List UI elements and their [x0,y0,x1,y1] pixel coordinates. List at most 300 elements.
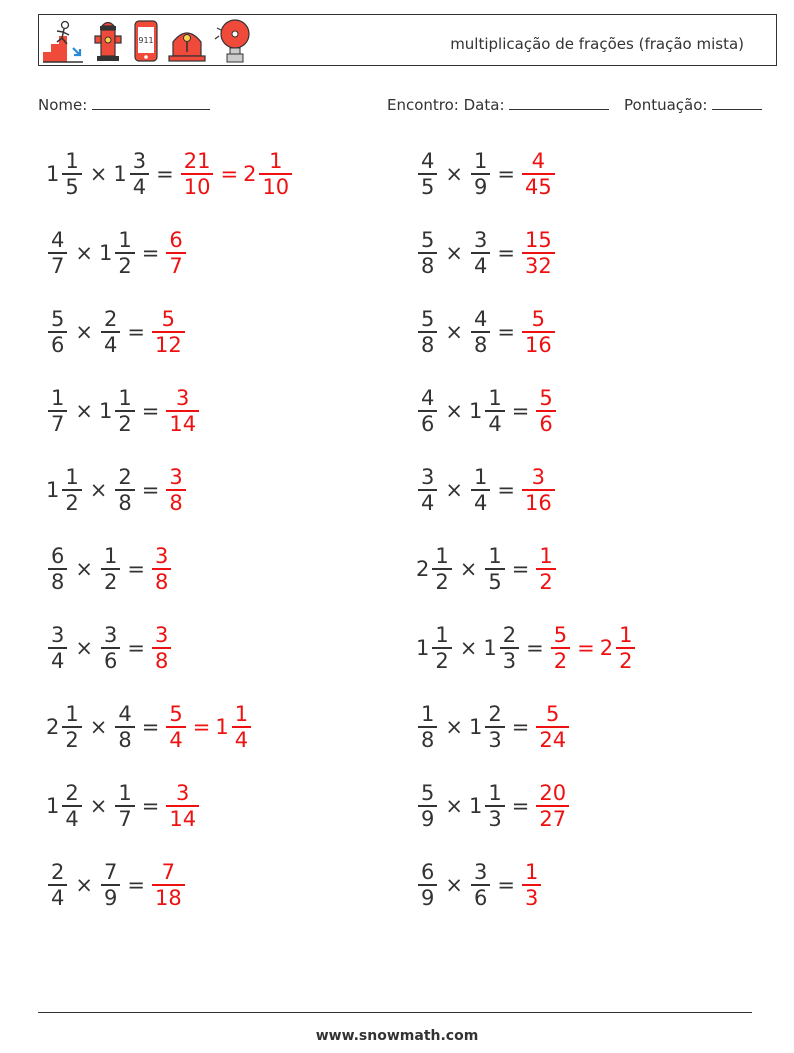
fraction [471,860,490,910]
equals-sign: = [511,557,530,581]
mixed-number [46,386,69,436]
mixed-number [469,860,492,910]
times-sign: × [89,162,108,186]
mixed-number [99,544,122,594]
numerator: 2 [51,860,65,885]
denominator: 5 [488,569,502,594]
fraction [101,307,120,357]
numerator: 1 [524,860,539,885]
times-sign: × [89,715,108,739]
whole-part: 2 [243,162,257,186]
mixed-number [46,623,69,673]
numerator: 5 [169,702,183,727]
answer [164,465,187,515]
times-sign: × [89,794,108,818]
fraction [418,386,437,436]
mixed-number [150,623,173,673]
mixed-number [164,702,187,752]
problem-row [46,618,173,678]
fraction [101,623,120,673]
times-sign: × [459,557,478,581]
numerator: 1 [539,544,553,569]
denominator: 18 [154,885,182,910]
meeting-date-label: Encontro: Data: [387,96,505,114]
mixed-number [46,465,84,515]
date-blank[interactable] [509,95,609,110]
problem-row [46,460,188,520]
denominator: 5 [421,174,435,199]
denominator: 2 [539,569,553,594]
fraction [48,228,67,278]
numerator: 1 [488,544,502,569]
fraction [522,860,541,910]
mixed-number [520,149,557,199]
fraction [471,228,490,278]
fraction [166,781,199,831]
numerator: 4 [51,228,65,253]
numerator: 3 [51,623,65,648]
mixed-number [469,228,492,278]
fraction [62,781,81,831]
whole-part: 2 [599,636,614,660]
numerator: 3 [154,623,169,648]
fraction [536,781,569,831]
whole-part: 1 [46,794,60,818]
denominator: 9 [421,806,435,831]
fraction [485,702,504,752]
equals-sign: = [141,399,160,423]
footer-divider [38,1012,752,1013]
score-blank[interactable] [712,95,762,110]
numerator: 7 [103,860,118,885]
denominator: 2 [435,569,449,594]
denominator: 2 [553,648,568,673]
times-sign: × [89,478,108,502]
answer [164,228,187,278]
whole-part: 1 [416,636,430,660]
mixed-number [113,465,136,515]
mixed-number [534,702,571,752]
numerator: 5 [421,307,435,332]
denominator: 8 [169,490,183,515]
numerator: 5 [51,307,65,332]
fraction [115,386,134,436]
equals-sign: = [127,320,145,344]
whole-part: 1 [113,162,127,186]
fraction [62,702,81,752]
fraction [522,307,555,357]
equals-sign: = [577,636,595,660]
fraction [166,465,185,515]
numerator: 5 [161,307,176,332]
mixed-number [99,623,122,673]
fraction [522,149,555,199]
numerator: 20 [539,781,567,806]
denominator: 2 [118,411,132,436]
mixed-number [99,228,137,278]
fraction [62,149,81,199]
denominator: 10 [262,174,290,199]
fraction [166,228,185,278]
times-sign: × [75,557,93,581]
fraction [48,386,67,436]
fire-hydrant-icon [91,18,125,64]
denominator: 8 [154,648,169,673]
denominator: 8 [118,727,132,752]
numerator: 3 [473,228,488,253]
denominator: 4 [65,806,79,831]
denominator: 27 [539,806,567,831]
mixed-number [416,781,439,831]
denominator: 4 [473,490,488,515]
numerator: 2 [488,702,502,727]
mixed-number [150,307,187,357]
denominator: 14 [169,806,197,831]
numerator: 1 [65,702,79,727]
whole-part: 2 [416,557,430,581]
problem-row [46,302,187,362]
alarm-light-icon [167,18,207,64]
numerator: 1 [619,623,633,648]
numerator: 5 [421,781,435,806]
problem-row [416,302,557,362]
fraction [536,702,569,752]
numerator: 1 [269,149,283,174]
numerator: 4 [531,149,546,174]
equals-sign: = [511,399,530,423]
fraction [130,149,149,199]
denominator: 4 [132,174,147,199]
equals-sign: = [127,636,145,660]
whole-part: 2 [46,715,60,739]
worksheet-header [38,14,777,66]
denominator: 4 [103,332,118,357]
equals-sign: = [497,320,515,344]
numerator: 5 [546,702,560,727]
mixed-number [416,702,439,752]
equals-sign: = [497,873,515,897]
equals-sign: = [511,794,530,818]
answer [520,228,557,278]
answer [150,544,173,594]
denominator: 8 [473,332,488,357]
mixed-number [46,149,84,199]
mixed-number [534,544,557,594]
denominator: 9 [421,885,435,910]
denominator: 10 [183,174,211,199]
fraction [166,702,185,752]
numerator: 1 [65,149,79,174]
numerator: 3 [176,781,190,806]
name-blank[interactable] [92,95,210,110]
whole-part: 1 [46,162,60,186]
denominator: 8 [118,490,132,515]
answer [164,386,201,436]
problem-row [46,855,187,915]
numerator: 1 [473,465,488,490]
numerator: 1 [118,386,132,411]
times-sign: × [445,794,463,818]
equals-sign: = [127,557,145,581]
mixed-number [99,860,122,910]
problem-row [416,223,557,283]
numerator: 1 [435,544,449,569]
denominator: 8 [421,253,435,278]
answer [549,623,638,673]
denominator: 6 [421,411,435,436]
denominator: 8 [421,332,435,357]
denominator: 6 [103,648,118,673]
denominator: 24 [539,727,567,752]
denominator: 9 [473,174,488,199]
equals-sign: = [511,715,530,739]
denominator: 7 [51,411,65,436]
fraction [471,307,490,357]
numerator: 3 [169,465,183,490]
mixed-number [520,860,543,910]
mixed-number [164,228,187,278]
mixed-number [46,702,84,752]
equals-sign: = [192,715,211,739]
times-sign: × [445,241,463,265]
denominator: 32 [524,253,552,278]
times-sign: × [75,241,93,265]
times-sign: × [445,478,463,502]
mixed-number [46,860,69,910]
numerator: 5 [539,386,553,411]
denominator: 2 [118,253,132,278]
mixed-number [179,149,216,199]
fraction [48,623,67,673]
numerator: 4 [118,702,132,727]
problem-row [416,539,558,599]
problem-row [46,776,201,836]
whole-part: 1 [46,478,60,502]
denominator: 7 [169,253,183,278]
mixed-number [469,307,492,357]
mixed-number [46,307,69,357]
denominator: 3 [488,727,502,752]
whole-part: 1 [98,241,113,265]
mixed-number [483,544,506,594]
times-sign: × [75,399,93,423]
fraction [485,386,504,436]
numerator: 21 [183,149,211,174]
svg-text:911: 911 [138,36,154,45]
numerator: 2 [65,781,79,806]
numerator: 5 [531,307,546,332]
numerator: 5 [421,228,435,253]
fraction [115,228,134,278]
fraction [232,702,251,752]
numerator: 1 [421,702,435,727]
times-sign: × [445,715,463,739]
mixed-number [469,781,507,831]
answer [520,149,557,199]
denominator: 45 [524,174,552,199]
denominator: 8 [51,569,65,594]
fraction [418,307,437,357]
fraction [48,544,67,594]
mixed-number [150,544,173,594]
fraction [48,307,67,357]
whole-part: 1 [468,399,483,423]
mixed-number [113,781,136,831]
numerator: 1 [234,702,249,727]
mixed-number [520,465,557,515]
fraction [418,149,437,199]
denominator: 4 [51,885,65,910]
denominator: 7 [118,806,132,831]
fraction [522,228,555,278]
problem-row [416,697,571,757]
problem-row [416,618,637,678]
mixed-number [520,228,557,278]
denominator: 4 [488,411,502,436]
fraction [418,702,437,752]
times-sign: × [75,320,93,344]
fraction [551,623,570,673]
equals-sign: = [141,794,160,818]
denominator: 14 [169,411,197,436]
numerator: 3 [531,465,546,490]
fraction [62,465,81,515]
equals-sign: = [497,241,515,265]
mixed-number [99,386,137,436]
denominator: 6 [473,885,488,910]
denominator: 8 [154,569,169,594]
numerator: 2 [502,623,517,648]
fraction [471,149,490,199]
numerator: 3 [103,623,118,648]
fraction [500,623,519,673]
denominator: 4 [51,648,65,673]
mixed-number [534,781,571,831]
answer [520,307,557,357]
mixed-number [416,307,439,357]
numerator: 6 [169,228,183,253]
mixed-number [469,465,492,515]
mixed-number [164,781,201,831]
numerator: 4 [421,386,435,411]
problem-row [46,223,188,283]
mixed-number [483,623,521,673]
answer [150,623,173,673]
mixed-number [549,623,572,673]
times-sign: × [75,636,93,660]
fraction [485,544,504,594]
numerator: 4 [421,149,435,174]
numerator: 1 [103,544,118,569]
problem-row [416,855,543,915]
fraction [181,149,214,199]
answer [534,544,557,594]
mixed-number [416,544,454,594]
mixed-number [520,307,557,357]
footer-url: www.snowmath.com [315,1028,479,1044]
fraction [418,228,437,278]
fraction [485,781,504,831]
numerator: 5 [553,623,568,648]
mixed-number [469,702,507,752]
mixed-number [469,386,507,436]
whole-part: 1 [468,794,483,818]
fraction [432,623,451,673]
problem-row [416,144,557,204]
mixed-number [469,149,492,199]
mixed-number [416,860,439,910]
fraction [152,623,171,673]
fraction [616,623,635,673]
denominator: 2 [103,569,118,594]
problem-row [46,539,173,599]
answer [534,386,557,436]
problem-row [416,776,571,836]
times-sign: × [75,873,93,897]
answer [164,702,253,752]
whole-part: 1 [468,715,483,739]
denominator: 2 [65,490,79,515]
answer [520,465,557,515]
problem-row [416,460,557,520]
numerator: 7 [161,860,176,885]
equals-sign: = [220,162,239,186]
denominator: 2 [435,648,449,673]
mixed-number [215,702,253,752]
fire-bell-icon [213,18,253,64]
numerator: 3 [176,386,190,411]
equals-sign: = [497,478,515,502]
mixed-number [416,228,439,278]
fraction [48,860,67,910]
numerator: 3 [154,544,169,569]
times-sign: × [445,162,463,186]
numerator: 3 [132,149,147,174]
score-label: Pontuação: [624,96,708,114]
mixed-number [164,386,201,436]
equals-sign: = [127,873,145,897]
mixed-number [416,149,439,199]
equals-sign: = [141,241,160,265]
denominator: 4 [234,727,249,752]
denominator: 2 [65,727,79,752]
denominator: 4 [421,490,435,515]
mixed-number [164,465,187,515]
phone-911-icon [131,18,161,64]
fraction [418,465,437,515]
answer [150,860,187,910]
fraction [152,307,185,357]
problem-row [46,144,294,204]
denominator: 2 [619,648,633,673]
denominator: 7 [51,253,65,278]
answer [150,307,187,357]
fraction [101,544,120,594]
mixed-number [600,623,638,673]
fraction [101,860,120,910]
numerator: 1 [488,781,502,806]
whole-part: 1 [483,636,497,660]
numerator: 1 [488,386,502,411]
answer [534,781,571,831]
mixed-number [416,386,439,436]
score-field [624,95,762,114]
mixed-number [46,228,69,278]
times-sign: × [459,636,478,660]
header-icons [41,18,253,64]
fraction [471,465,490,515]
mixed-number [150,860,187,910]
